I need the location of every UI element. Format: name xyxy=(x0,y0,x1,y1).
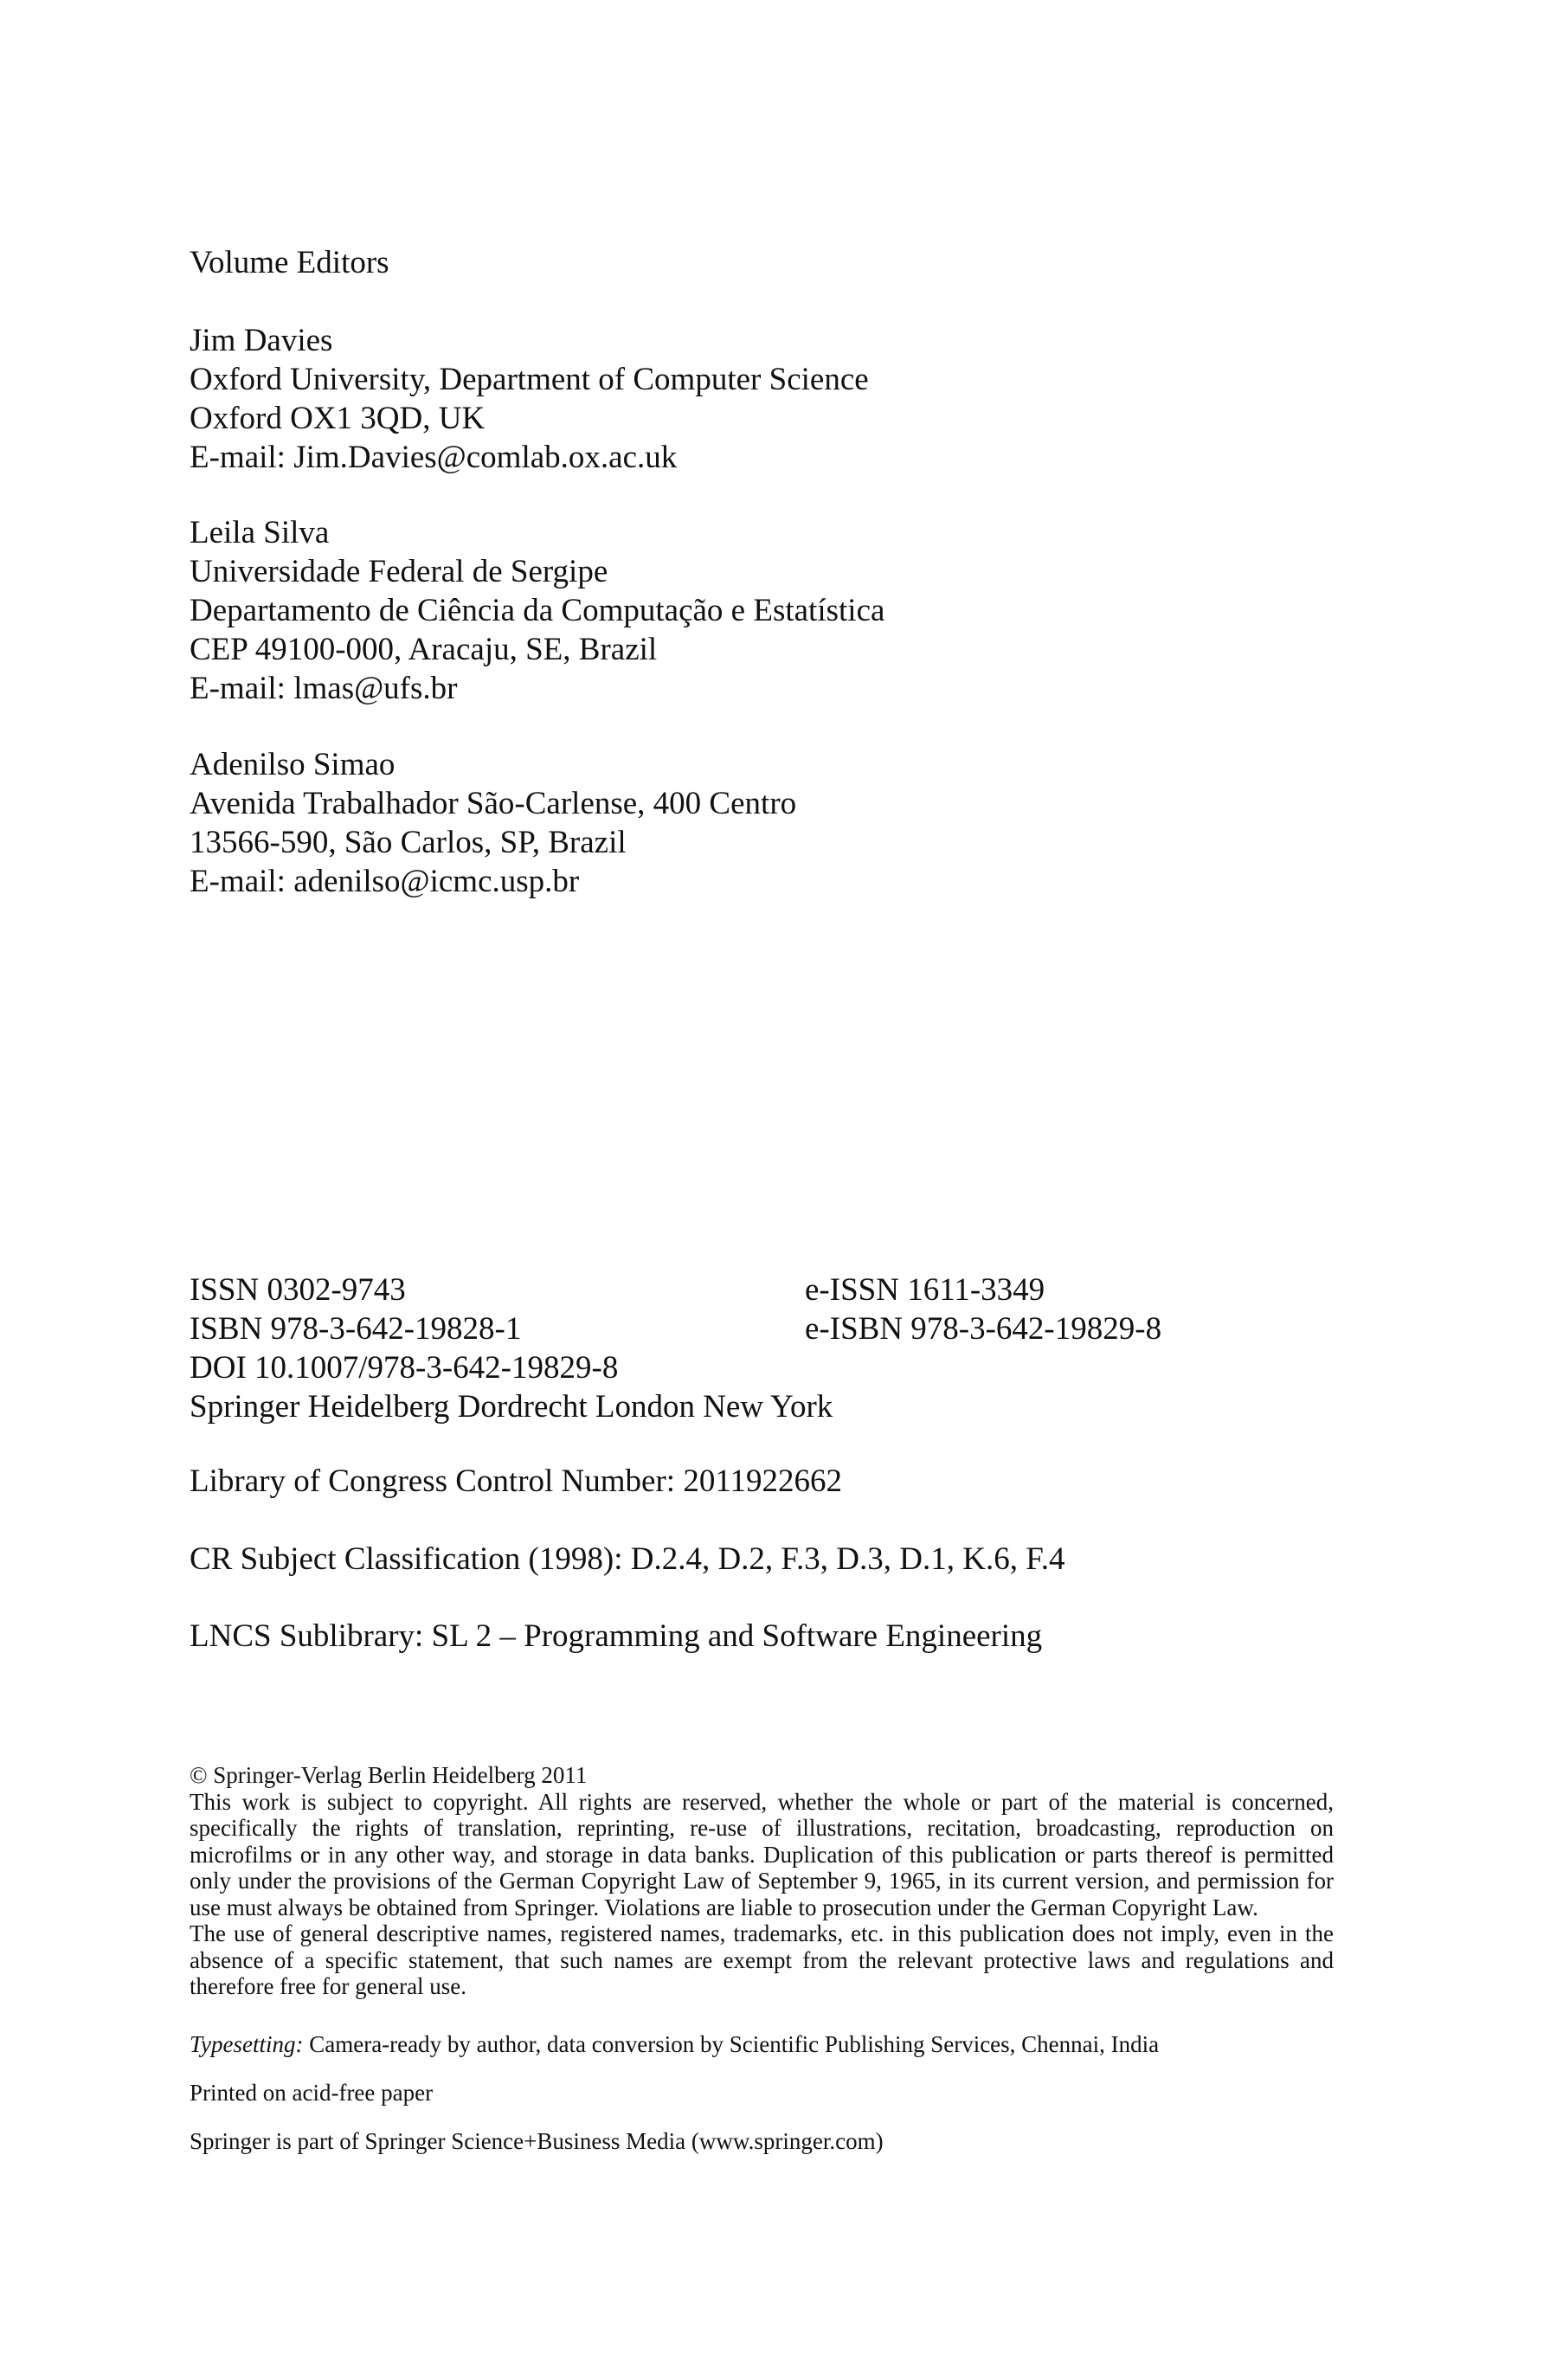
copyright-notice xyxy=(190,1762,1334,2000)
editor-name: Adenilso Simao xyxy=(190,747,396,782)
editor-affiliation: Oxford University, Department of Computer Science xyxy=(190,362,869,397)
copyright-paragraph: This work is subject to copyright. All rights are reserved, whether the whole or part of the material is concerned, specifically the rights of translation, reprinting, re-use of illustrations, recitation, broadcasting, reproduction on microfilms or in any other way, and storage in data banks. Duplication of this publication or parts thereof is permitted only under the provisions of the German Copyright Law of September 9, 1965, in its current version, and permission for use must always be obtained from Springer. Violations are liable to prosecution under the German Copyright Law. xyxy=(190,1788,1334,1920)
issn: ISSN 0302-9743 xyxy=(190,1272,406,1308)
editor-affiliation: Universidade Federal de Sergipe xyxy=(190,554,608,589)
lncs-sublibrary: LNCS Sublibrary: SL 2 – Programming and Software Engineering xyxy=(190,1618,1043,1654)
e-issn: e-ISSN 1611-3349 xyxy=(805,1272,1045,1308)
printed-note: Printed on acid-free paper xyxy=(190,2080,434,2106)
editor-email: E-mail: Jim.Davies@comlab.ox.ac.uk xyxy=(190,440,678,475)
editor-adenilso-simao xyxy=(190,745,796,901)
typesetting-label: Typesetting: xyxy=(190,2031,304,2057)
editor-name: Jim Davies xyxy=(190,323,333,358)
editor-department: Departamento de Ciência da Computação e Estatística xyxy=(190,593,885,628)
copyright-line: © Springer-Verlag Berlin Heidelberg 2011 xyxy=(190,1762,588,1788)
volume-editors-section xyxy=(190,243,389,282)
editor-email: E-mail: adenilso@icmc.usp.br xyxy=(190,864,580,899)
editor-address: CEP 49100-000, Aracaju, SE, Brazil xyxy=(190,632,658,667)
e-isbn: e-ISBN 978-3-642-19829-8 xyxy=(805,1311,1162,1347)
typesetting-note xyxy=(190,2031,1159,2058)
volume-editors-heading: Volume Editors xyxy=(190,245,389,280)
cr-subject-classification: CR Subject Classification (1998): D.2.4, D.2, F.3, D.3, D.1, K.6, F.4 xyxy=(190,1541,1065,1577)
editor-name: Leila Silva xyxy=(190,515,330,550)
editor-email: E-mail: lmas@ufs.br xyxy=(190,671,458,706)
typesetting-text: Camera-ready by author, data conversion by Scientific Publishing Services, Chennai, India xyxy=(303,2031,1160,2057)
isbn: ISBN 978-3-642-19828-1 xyxy=(190,1311,522,1347)
doi: DOI 10.1007/978-3-642-19829-8 xyxy=(190,1350,619,1386)
editor-jim-davies xyxy=(190,321,869,477)
trademark-paragraph: The use of general descriptive names, registered names, trademarks, etc. in this publication does not imply, even in the absence of a specific statement, that such names are exempt from the relevant protective laws and regulations and therefore free for general use. xyxy=(190,1920,1334,1999)
publisher-locations: Springer Heidelberg Dordrecht London New York xyxy=(190,1389,833,1425)
identifiers-block xyxy=(190,1270,1228,1426)
library-of-congress: Library of Congress Control Number: 2011922662 xyxy=(190,1463,842,1499)
springer-media-note: Springer is part of Springer Science+Business Media (www.springer.com) xyxy=(190,2128,884,2154)
editor-address: Avenida Trabalhador São-Carlense, 400 Centro xyxy=(190,786,797,821)
editor-address: Oxford OX1 3QD, UK xyxy=(190,401,486,436)
editor-leila-silva xyxy=(190,513,884,708)
editor-city: 13566-590, São Carlos, SP, Brazil xyxy=(190,825,627,860)
